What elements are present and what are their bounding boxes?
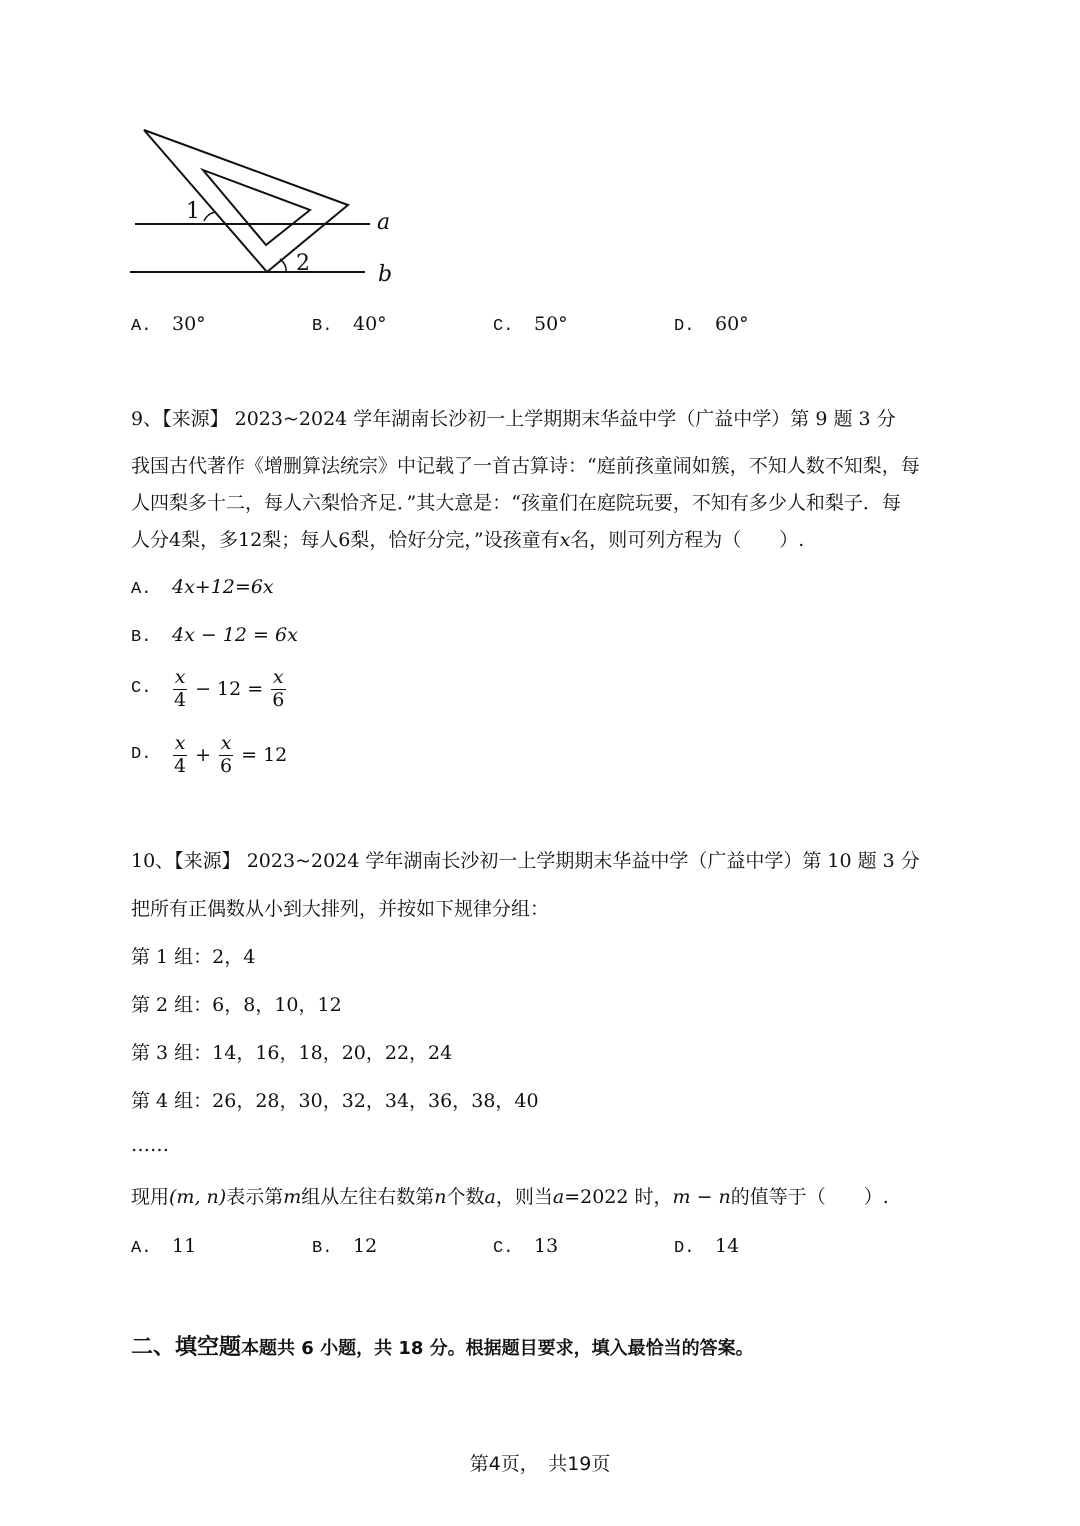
q10-intro: 把所有正偶数从小到大排列，并按如下规律分组： bbox=[131, 898, 550, 920]
option-text: 11 bbox=[172, 1235, 197, 1257]
option-label: A. bbox=[131, 1239, 152, 1258]
option-label: D. bbox=[674, 1239, 695, 1258]
option-label: C. bbox=[493, 317, 514, 336]
q8-option-d[interactable] bbox=[674, 313, 855, 337]
line-b-label: b bbox=[378, 262, 393, 287]
q9-option-a[interactable] bbox=[131, 576, 274, 600]
q10-group-2: 第 2 组：6，8，10，12 bbox=[131, 994, 342, 1016]
option-label: B. bbox=[312, 1239, 333, 1258]
q8-option-c[interactable] bbox=[493, 313, 674, 337]
option-text: 30° bbox=[172, 313, 206, 335]
page-footer: 第4页， 共19页 bbox=[469, 1453, 611, 1475]
section-2-heading bbox=[131, 1330, 754, 1361]
option-label: B. bbox=[312, 317, 333, 336]
option-label: C. bbox=[493, 1239, 514, 1258]
q10-group-3: 第 3 组：14，16，18，20，22，24 bbox=[131, 1042, 453, 1064]
q9-line-2: 人四梨多十二，每人六梨恰齐足．”其大意是：“孩童们在庭院玩要，不知有多少人和梨子．每 bbox=[131, 492, 901, 514]
q8-option-a[interactable] bbox=[131, 313, 312, 337]
q9-header: 9、【来源】 2023~2024 学年湖南长沙初一上学期期末华益中学（广益中学）第 9 题 3 分 bbox=[131, 408, 896, 430]
fraction: $\frac{x}{6}$ bbox=[272, 666, 285, 711]
option-label: C. bbox=[131, 679, 152, 699]
q9-option-c[interactable]: C. $\frac{x}{4}$ − 12 = $\frac{x}{6}$ bbox=[131, 666, 285, 711]
q10-option-a[interactable] bbox=[131, 1235, 312, 1259]
q9-option-d[interactable]: D. $\frac{x}{4}$ + $\frac{x}{6}$ = 12 bbox=[131, 732, 288, 777]
q9-line-3: 人分4梨，多12梨；每人6梨，恰好分完，”设孩童有x名，则可列方程为（ ）. bbox=[131, 529, 805, 551]
option-text: 13 bbox=[534, 1235, 559, 1257]
fraction: $\frac{x}{4}$ bbox=[174, 666, 187, 711]
q10-question: 现用(m, n)表示第m组从左往右数第n个数a，则当a=2022 时，m − n的值等于（ ）. bbox=[131, 1186, 889, 1208]
q9-body bbox=[131, 448, 920, 559]
q10-options bbox=[131, 1235, 855, 1259]
q10-group-1: 第 1 组：2，4 bbox=[131, 946, 256, 968]
geometry-figure bbox=[120, 118, 410, 293]
q8-option-b[interactable] bbox=[312, 313, 493, 337]
triangle-outer bbox=[144, 130, 348, 272]
angle-2-label: 2 bbox=[296, 251, 310, 276]
option-text: 4x − 12 = 6x bbox=[172, 624, 298, 646]
option-label: A. bbox=[131, 317, 152, 336]
angle-1-arc bbox=[204, 212, 215, 221]
fraction: $\frac{x}{6}$ bbox=[220, 732, 233, 777]
option-text: 4x+12=6x bbox=[172, 576, 274, 598]
q10-ellipsis: …… bbox=[131, 1134, 169, 1156]
q10-group-4: 第 4 组：26，28，30，32，34，36，38，40 bbox=[131, 1090, 539, 1112]
option-label: A. bbox=[131, 580, 152, 599]
triangle-inner bbox=[203, 170, 310, 245]
fraction: $\frac{x}{4}$ bbox=[174, 732, 187, 777]
q10-option-c[interactable] bbox=[493, 1235, 674, 1259]
option-label: B. bbox=[131, 628, 152, 647]
angle-1-label: 1 bbox=[186, 199, 200, 224]
section-desc: 本题共 6 小题，共 18 分。根据题目要求，填入最恰当的答案。 bbox=[241, 1338, 754, 1359]
option-text: 40° bbox=[353, 313, 387, 335]
section-title: 二、填空题 bbox=[131, 1335, 242, 1360]
q10-option-b[interactable] bbox=[312, 1235, 493, 1259]
q10-header: 10、【来源】 2023~2024 学年湖南长沙初一上学期期末华益中学（广益中学）第 10 题 3 分 bbox=[131, 850, 920, 872]
option-text: 50° bbox=[534, 313, 568, 335]
q10-option-d[interactable] bbox=[674, 1235, 855, 1259]
option-text: 12 bbox=[353, 1235, 378, 1257]
option-label: D. bbox=[131, 745, 152, 765]
q9-line-1: 我国古代著作《增删算法统宗》中记载了一首古算诗：“庭前孩童闹如簇，不知人数不知梨，每 bbox=[131, 455, 920, 477]
q9-option-b[interactable] bbox=[131, 624, 298, 648]
q8-options bbox=[131, 313, 855, 337]
option-text: 14 bbox=[715, 1235, 740, 1257]
option-text: 60° bbox=[715, 313, 749, 335]
option-label: D. bbox=[674, 317, 695, 336]
line-a-label: a bbox=[377, 210, 391, 235]
